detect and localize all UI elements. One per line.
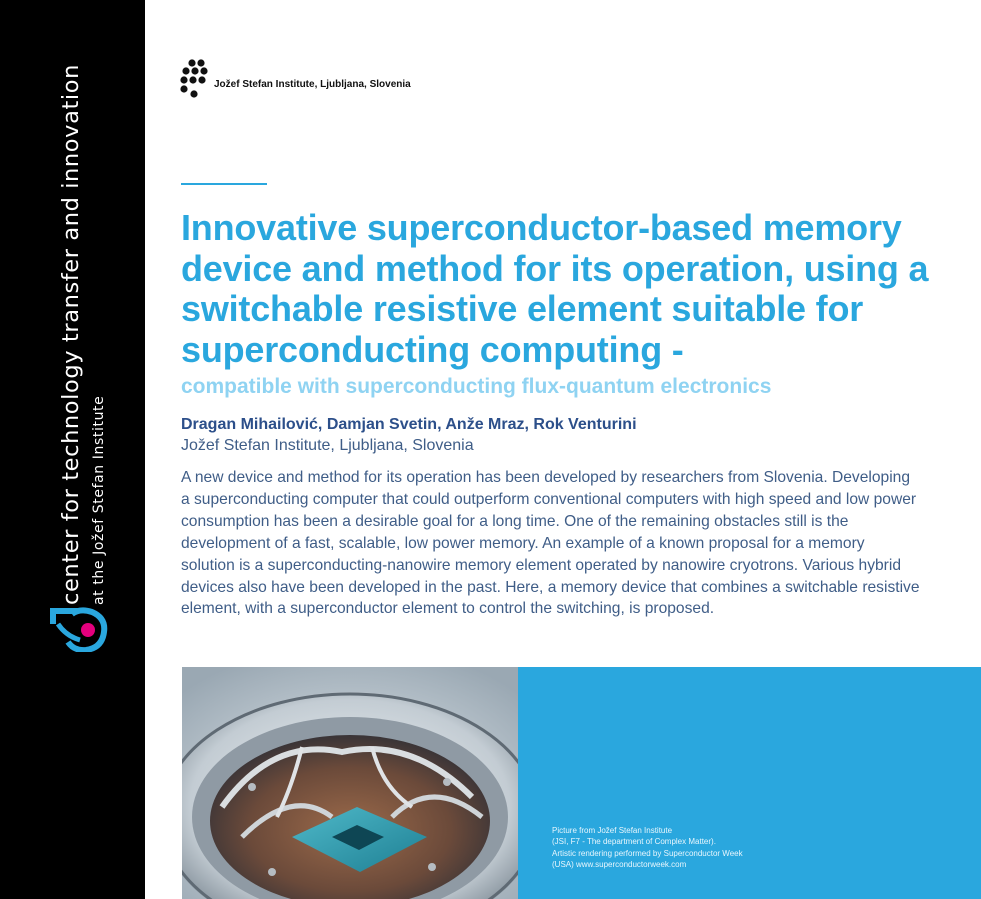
caption-panel [518, 667, 981, 899]
article-title: Innovative superconductor-based memory device and method for its operation, using a switchable resistive element suitable for superconducting computing - [181, 207, 929, 370]
caption-line: (USA) www.superconductorweek.com [552, 860, 687, 870]
ctt-logo-icon [50, 606, 108, 652]
cryostat-chip-photo [182, 667, 518, 899]
caption-line: Artistic rendering performed by Superconductor Week [552, 848, 743, 858]
caption-line: Picture from Jožef Stefan Institute [552, 826, 673, 835]
dot-cluster-logo-icon [180, 59, 212, 99]
article-affiliation: Jožef Stefan Institute, Ljubljana, Slovenia [181, 437, 474, 454]
accent-divider [181, 183, 267, 185]
sidebar [0, 0, 145, 899]
article-authors: Dragan Mihailović, Damjan Svetin, Anže Mraz, Rok Venturini [181, 416, 637, 433]
article-abstract: A new device and method for its operation has been developed by researchers from Slovenia. Developing a superconducting computer that could outperform conventional computers with high speed and low power consumption has been a desirable goal for a long time. One of the remaining obstacles still is the development of a fast, scalable, low power memory. An example of a known proposal for a memory solution is a superconducting-nanowire memory element operated by nanowire cryotrons. Various hybrid devices also have been developed in the past. Here, a memory device that combines a switchable resistive element, with a superconductor element to control the switching, is proposed. [181, 469, 920, 618]
article-subtitle: compatible with superconducting flux-quantum electronics [181, 375, 772, 398]
header-institute-name: Jožef Stefan Institute, Ljubljana, Slovenia [214, 79, 411, 90]
photo-caption [552, 825, 852, 871]
sidebar-text [56, 45, 110, 605]
caption-line: (JSI, F7 - The department of Complex Matter). [552, 837, 716, 847]
sidebar-title: center for technology transfer and innovation [58, 64, 84, 605]
sidebar-subtitle: at the Jožef Stefan Institute [91, 395, 107, 605]
